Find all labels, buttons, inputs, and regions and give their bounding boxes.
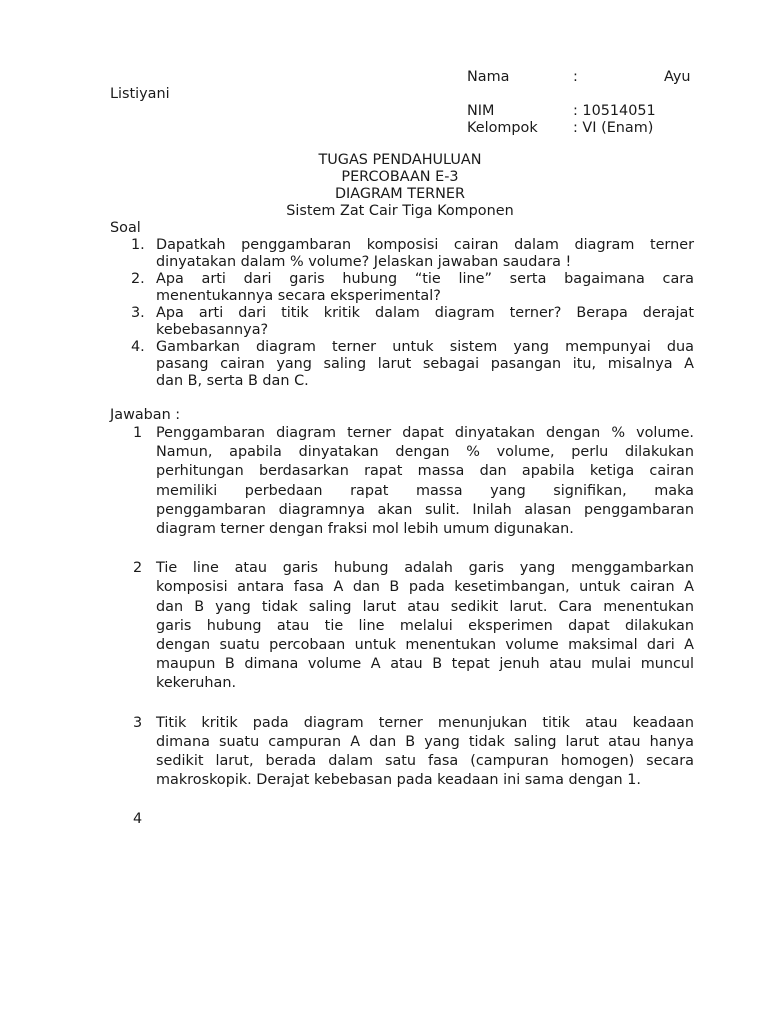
jawaban-item-text-line: Titik kritik pada diagram terner menunjukan titik atau keadaan xyxy=(156,714,694,731)
jawaban-item-text-line: maupun B dimana volume A atau B tepat jenuh atau mulai muncul xyxy=(156,656,694,673)
nama-value-first: Ayu xyxy=(664,69,691,85)
title-line-1: TUGAS PENDAHULUAN xyxy=(318,152,482,168)
jawaban-item-number: 3 xyxy=(133,714,143,731)
soal-item-text-line: Gambarkan diagram terner untuk sistem yang mempunyai dua xyxy=(156,339,694,355)
jawaban-item-text-line: dimana suatu campuran A dan B yang tidak saling larut atau hanya xyxy=(156,733,694,750)
soal-item-number: 4. xyxy=(131,339,145,355)
jawaban-item-text-line: kekeruhan. xyxy=(156,675,237,692)
kelompok-label: Kelompok xyxy=(467,120,538,136)
jawaban-item-number: 4 xyxy=(133,811,143,828)
jawaban-item-text-line: dan B yang tidak saling larut atau sedikit larut. Cara menentukan xyxy=(156,598,694,615)
jawaban-item-text-line: perhitungan berdasarkan rapat massa dan apabila ketiga cairan xyxy=(156,463,694,480)
soal-item-number: 2. xyxy=(131,271,145,287)
jawaban-item-text-line: sedikit larut, berada dalam satu fasa (campuran homogen) secara xyxy=(156,753,694,769)
soal-item-text-line: Dapatkah penggambaran komposisi cairan dalam diagram terner xyxy=(156,237,694,253)
jawaban-item-text-line: penggambaran diagramnya akan sulit. Inilah alasan penggambaran xyxy=(156,501,694,518)
jawaban-item-text-line: dengan suatu percobaan untuk menentukan volume maksimal dari A xyxy=(156,637,694,653)
soal-item-text-line: menentukannya secara eksperimental? xyxy=(156,288,441,304)
jawaban-item-number: 1 xyxy=(133,425,143,441)
kelompok-value: : VI (Enam) xyxy=(573,120,654,136)
title-line-4: Sistem Zat Cair Tiga Komponen xyxy=(286,203,514,219)
nim-value: : 10514051 xyxy=(573,103,656,119)
nama-value-second: Listiyani xyxy=(110,86,170,102)
soal-item-text-line: pasang cairan yang saling larut sebagai pasangan itu, misalnya A xyxy=(156,356,694,372)
jawaban-item-text-line: Tie line atau garis hubung adalah garis yang menggambarkan xyxy=(156,560,694,577)
jawaban-item-text-line: Namun, apabila dinyatakan dengan % volume, perlu dilakukan xyxy=(156,444,694,461)
title-line-3: DIAGRAM TERNER xyxy=(334,186,466,202)
soal-item-text-line: Apa arti dari titik kritik dalam diagram terner? Berapa derajat xyxy=(156,305,694,321)
soal-item-text-line: dan B, serta B dan C. xyxy=(156,373,309,389)
soal-item-text-line: dinyatakan dalam % volume? Jelaskan jawaban saudara ! xyxy=(156,254,572,270)
nama-label: Nama xyxy=(467,69,510,85)
soal-item-text-line: kebebasannya? xyxy=(156,322,269,338)
jawaban-item-text-line: makroskopik. Derajat kebebasan pada keadaan ini sama dengan 1. xyxy=(156,772,641,789)
title-line-2: PERCOBAAN E-3 xyxy=(341,169,459,185)
soal-item-text-line: Apa arti dari garis hubung “tie line” serta bagaimana cara xyxy=(156,271,694,287)
soal-heading: Soal xyxy=(110,220,141,236)
jawaban-item-number: 2 xyxy=(133,560,143,577)
jawaban-item-text-line: Penggambaran diagram terner dapat dinyatakan dengan % volume. xyxy=(156,425,694,441)
jawaban-item-text-line: komposisi antara fasa A dan B pada kesetimbangan, untuk cairan A xyxy=(156,579,694,596)
jawaban-item-text-line: diagram terner dengan fraksi mol lebih umum digunakan. xyxy=(156,521,574,537)
soal-item-number: 3. xyxy=(131,305,145,321)
soal-item-number: 1. xyxy=(131,237,145,253)
jawaban-item-text-line: memiliki perbedaan rapat massa yang signifikan, maka xyxy=(156,482,694,499)
jawaban-heading: Jawaban : xyxy=(110,407,181,423)
nama-colon: : xyxy=(573,69,578,85)
nim-label: NIM xyxy=(467,103,495,119)
jawaban-item-text-line: garis hubung atau tie line melalui eksperimen dapat dilakukan xyxy=(156,617,694,634)
